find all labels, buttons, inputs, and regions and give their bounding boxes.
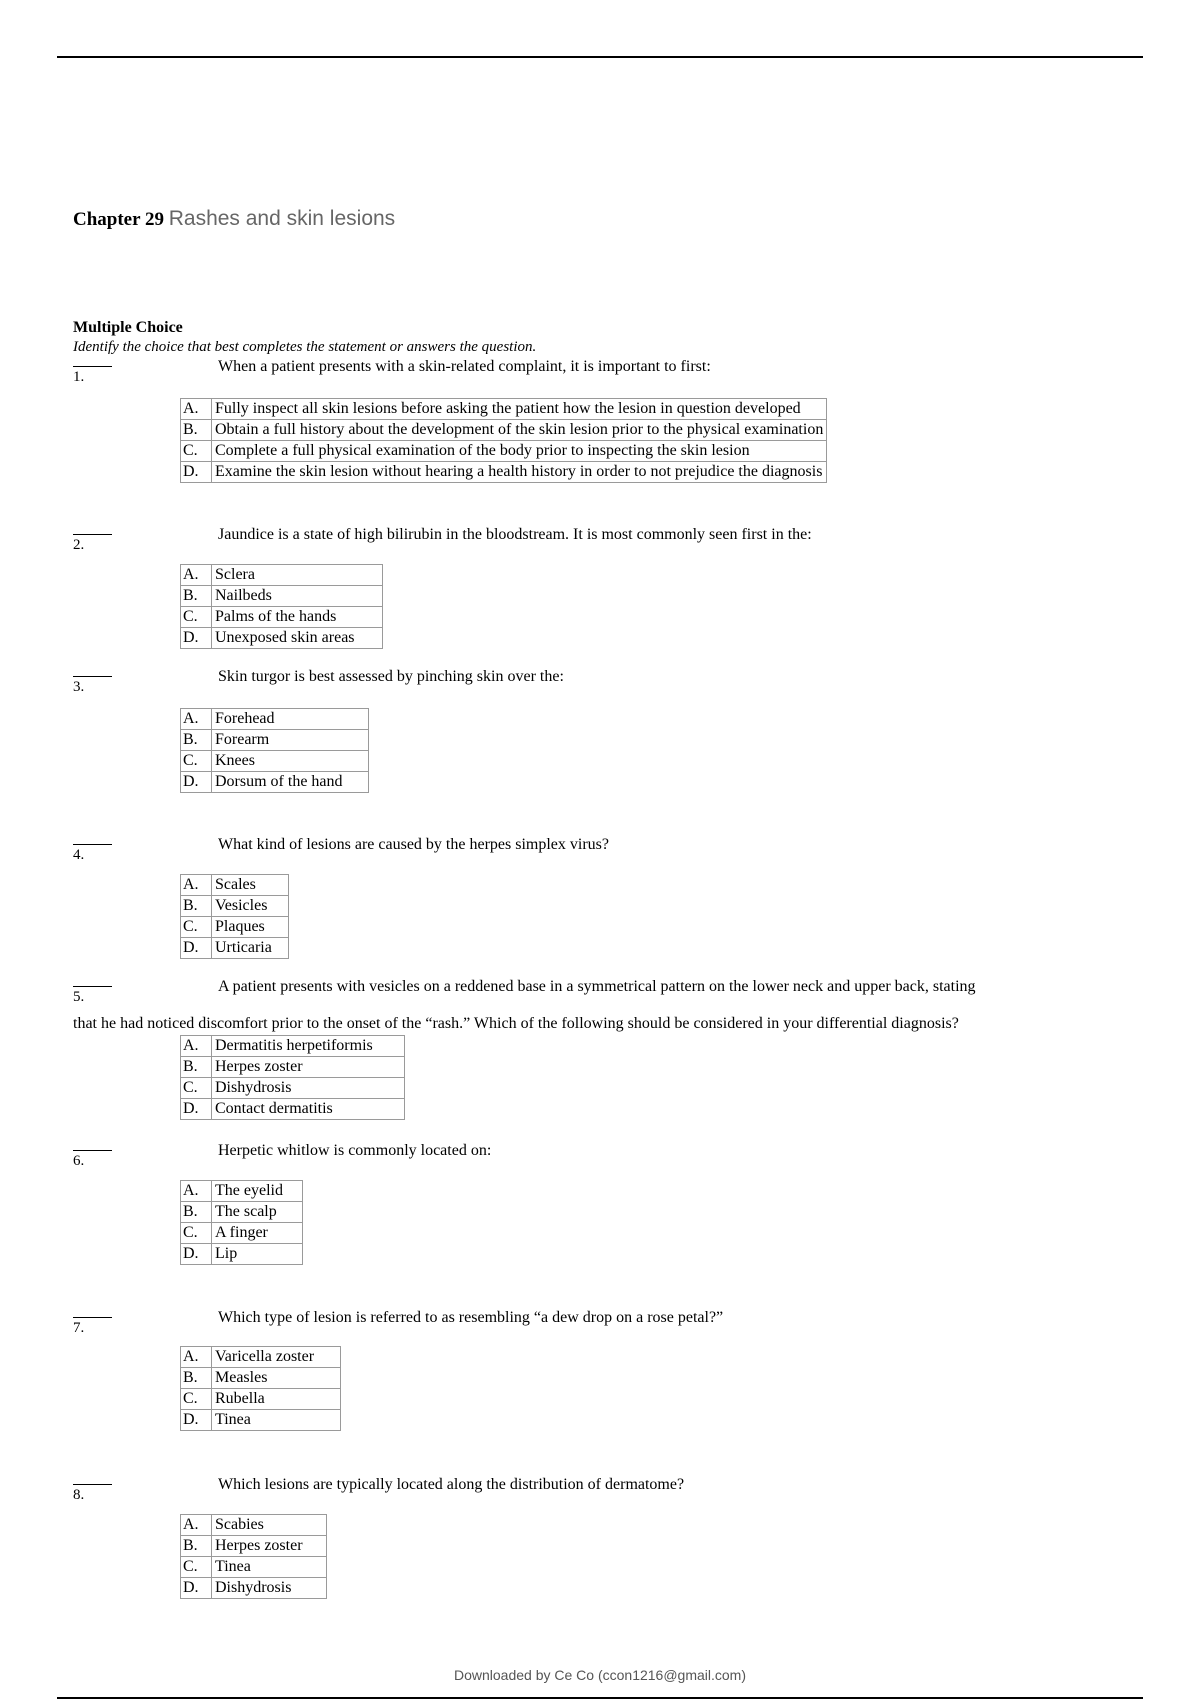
choice-text: Vesicles	[212, 896, 289, 917]
choice-letter: A.	[181, 1181, 212, 1202]
choices-table	[180, 1180, 303, 1265]
question-number: 4.	[73, 847, 85, 863]
choice-letter: C.	[181, 441, 212, 462]
choice-letter: D.	[181, 1578, 212, 1599]
choices-table	[180, 564, 383, 649]
choice-text: A finger	[212, 1223, 303, 1244]
choice-letter: B.	[181, 896, 212, 917]
choice-row[interactable]	[181, 420, 827, 441]
choice-text: Dishydrosis	[212, 1078, 405, 1099]
choice-row[interactable]	[181, 1389, 341, 1410]
choice-letter: B.	[181, 730, 212, 751]
choice-text: Lip	[212, 1244, 303, 1265]
choice-row[interactable]	[181, 1099, 405, 1120]
chapter-heading	[73, 207, 395, 231]
section-title: Multiple Choice	[73, 319, 183, 336]
question-stem: Jaundice is a state of high bilirubin in the bloodstream. It is most commonly seen first in the:	[218, 526, 812, 543]
choice-letter: C.	[181, 917, 212, 938]
chapter-number: Chapter 29	[73, 209, 164, 230]
choice-row[interactable]	[181, 462, 827, 483]
choice-text: Forearm	[212, 730, 369, 751]
question-number: 6.	[73, 1153, 85, 1169]
question-stem-continued: that he had noticed discomfort prior to the onset of the “rash.” Which of the following should be considered in your differential diagnosis?	[73, 1015, 959, 1032]
choice-row[interactable]	[181, 1557, 327, 1578]
choice-row[interactable]	[181, 917, 289, 938]
choice-letter: A.	[181, 399, 212, 420]
choice-text: Varicella zoster	[212, 1347, 341, 1368]
choice-letter: B.	[181, 586, 212, 607]
choice-letter: A.	[181, 565, 212, 586]
choice-text: Examine the skin lesion without hearing a health history in order to not prejudice the diagnosis	[212, 462, 827, 483]
choice-row[interactable]	[181, 730, 369, 751]
choice-text: Dorsum of the hand	[212, 772, 369, 793]
choice-text: Contact dermatitis	[212, 1099, 405, 1120]
choice-text: Nailbeds	[212, 586, 383, 607]
choice-row[interactable]	[181, 938, 289, 959]
choice-text: Scales	[212, 875, 289, 896]
choice-letter: A.	[181, 709, 212, 730]
section-instructions: Identify the choice that best completes the statement or answers the question.	[73, 339, 537, 355]
choice-text: The eyelid	[212, 1181, 303, 1202]
choice-text: Forehead	[212, 709, 369, 730]
choice-row[interactable]	[181, 1078, 405, 1099]
choice-row[interactable]	[181, 1036, 405, 1057]
choice-text: Palms of the hands	[212, 607, 383, 628]
choice-row[interactable]	[181, 1536, 327, 1557]
choice-row[interactable]	[181, 1368, 341, 1389]
choices-table	[180, 398, 827, 483]
chapter-title: Rashes and skin lesions	[168, 207, 396, 230]
choice-row[interactable]	[181, 586, 383, 607]
choice-letter: D.	[181, 628, 212, 649]
choice-text: Herpes zoster	[212, 1536, 327, 1557]
choice-row[interactable]	[181, 1578, 327, 1599]
question-stem: What kind of lesions are caused by the herpes simplex virus?	[218, 836, 609, 853]
question-number: 3.	[73, 679, 85, 695]
choices-table	[180, 708, 369, 793]
choice-row[interactable]	[181, 1347, 341, 1368]
choice-text: Fully inspect all skin lesions before asking the patient how the lesion in question developed	[212, 399, 827, 420]
choices-table	[180, 1035, 405, 1120]
choice-text: Urticaria	[212, 938, 289, 959]
question-stem: Skin turgor is best assessed by pinching skin over the:	[218, 668, 564, 685]
answer-blank[interactable]	[73, 534, 112, 535]
choice-row[interactable]	[181, 1410, 341, 1431]
choice-row[interactable]	[181, 1057, 405, 1078]
choice-text: Sclera	[212, 565, 383, 586]
choice-row[interactable]	[181, 772, 369, 793]
question-number: 8.	[73, 1487, 85, 1503]
choice-letter: B.	[181, 1368, 212, 1389]
answer-blank[interactable]	[73, 1484, 112, 1485]
top-rule	[57, 56, 1143, 58]
choice-letter: C.	[181, 1389, 212, 1410]
choices-table	[180, 874, 289, 959]
answer-blank[interactable]	[73, 1150, 112, 1151]
answer-blank[interactable]	[73, 844, 112, 845]
choice-letter: D.	[181, 462, 212, 483]
choice-text: Dermatitis herpetiformis	[212, 1036, 405, 1057]
choice-row[interactable]	[181, 1515, 327, 1536]
choice-letter: C.	[181, 1078, 212, 1099]
choice-text: Knees	[212, 751, 369, 772]
choice-row[interactable]	[181, 607, 383, 628]
answer-blank[interactable]	[73, 986, 112, 987]
choice-text: Tinea	[212, 1410, 341, 1431]
choice-text: Unexposed skin areas	[212, 628, 383, 649]
answer-blank[interactable]	[73, 676, 112, 677]
choices-table	[180, 1514, 327, 1599]
question-number: 1.	[73, 369, 85, 385]
choice-text: Obtain a full history about the development of the skin lesion prior to the physical examination	[212, 420, 827, 441]
choice-text: Dishydrosis	[212, 1578, 327, 1599]
choice-row[interactable]	[181, 751, 369, 772]
choice-text: Tinea	[212, 1557, 327, 1578]
choice-letter: A.	[181, 875, 212, 896]
choice-text: Measles	[212, 1368, 341, 1389]
choice-row[interactable]	[181, 565, 383, 586]
question-number: 7.	[73, 1320, 85, 1336]
choice-row[interactable]	[181, 1244, 303, 1265]
choice-text: Plaques	[212, 917, 289, 938]
answer-blank[interactable]	[73, 1317, 112, 1318]
choice-row[interactable]	[181, 1223, 303, 1244]
choice-letter: A.	[181, 1347, 212, 1368]
choice-letter: D.	[181, 1410, 212, 1431]
download-footer: Downloaded by Ce Co (ccon1216@gmail.com)	[453, 1667, 747, 1683]
choice-letter: C.	[181, 751, 212, 772]
choice-text: Scabies	[212, 1515, 327, 1536]
choice-letter: B.	[181, 1536, 212, 1557]
choice-text: The scalp	[212, 1202, 303, 1223]
answer-blank[interactable]	[73, 366, 112, 367]
choice-letter: C.	[181, 1223, 212, 1244]
question-stem: A patient presents with vesicles on a reddened base in a symmetrical pattern on the lower neck and upper back, stating	[218, 978, 976, 995]
choice-letter: B.	[181, 1057, 212, 1078]
question-stem: Which type of lesion is referred to as resembling “a dew drop on a rose petal?”	[218, 1309, 724, 1326]
choice-letter: D.	[181, 1244, 212, 1265]
choice-letter: B.	[181, 420, 212, 441]
choice-row[interactable]	[181, 875, 289, 896]
bottom-rule	[57, 1697, 1143, 1699]
choice-letter: C.	[181, 607, 212, 628]
choice-letter: C.	[181, 1557, 212, 1578]
choice-row[interactable]	[181, 896, 289, 917]
choice-letter: D.	[181, 1099, 212, 1120]
choice-letter: D.	[181, 772, 212, 793]
choices-table	[180, 1346, 341, 1431]
choice-letter: B.	[181, 1202, 212, 1223]
question-stem: Herpetic whitlow is commonly located on:	[218, 1142, 492, 1159]
choice-text: Rubella	[212, 1389, 341, 1410]
question-number: 2.	[73, 537, 85, 553]
choice-row[interactable]	[181, 1202, 303, 1223]
choice-letter: D.	[181, 938, 212, 959]
choice-row[interactable]	[181, 1181, 303, 1202]
choice-row[interactable]	[181, 441, 827, 462]
choice-row[interactable]	[181, 628, 383, 649]
choice-text: Herpes zoster	[212, 1057, 405, 1078]
choice-row[interactable]	[181, 709, 369, 730]
choice-letter: A.	[181, 1515, 212, 1536]
choice-row[interactable]	[181, 399, 827, 420]
question-stem: Which lesions are typically located along the distribution of dermatome?	[218, 1476, 685, 1493]
choice-text: Complete a full physical examination of the body prior to inspecting the skin lesion	[212, 441, 827, 462]
choice-letter: A.	[181, 1036, 212, 1057]
question-stem: When a patient presents with a skin-related complaint, it is important to first:	[218, 358, 711, 375]
question-number: 5.	[73, 989, 85, 1005]
